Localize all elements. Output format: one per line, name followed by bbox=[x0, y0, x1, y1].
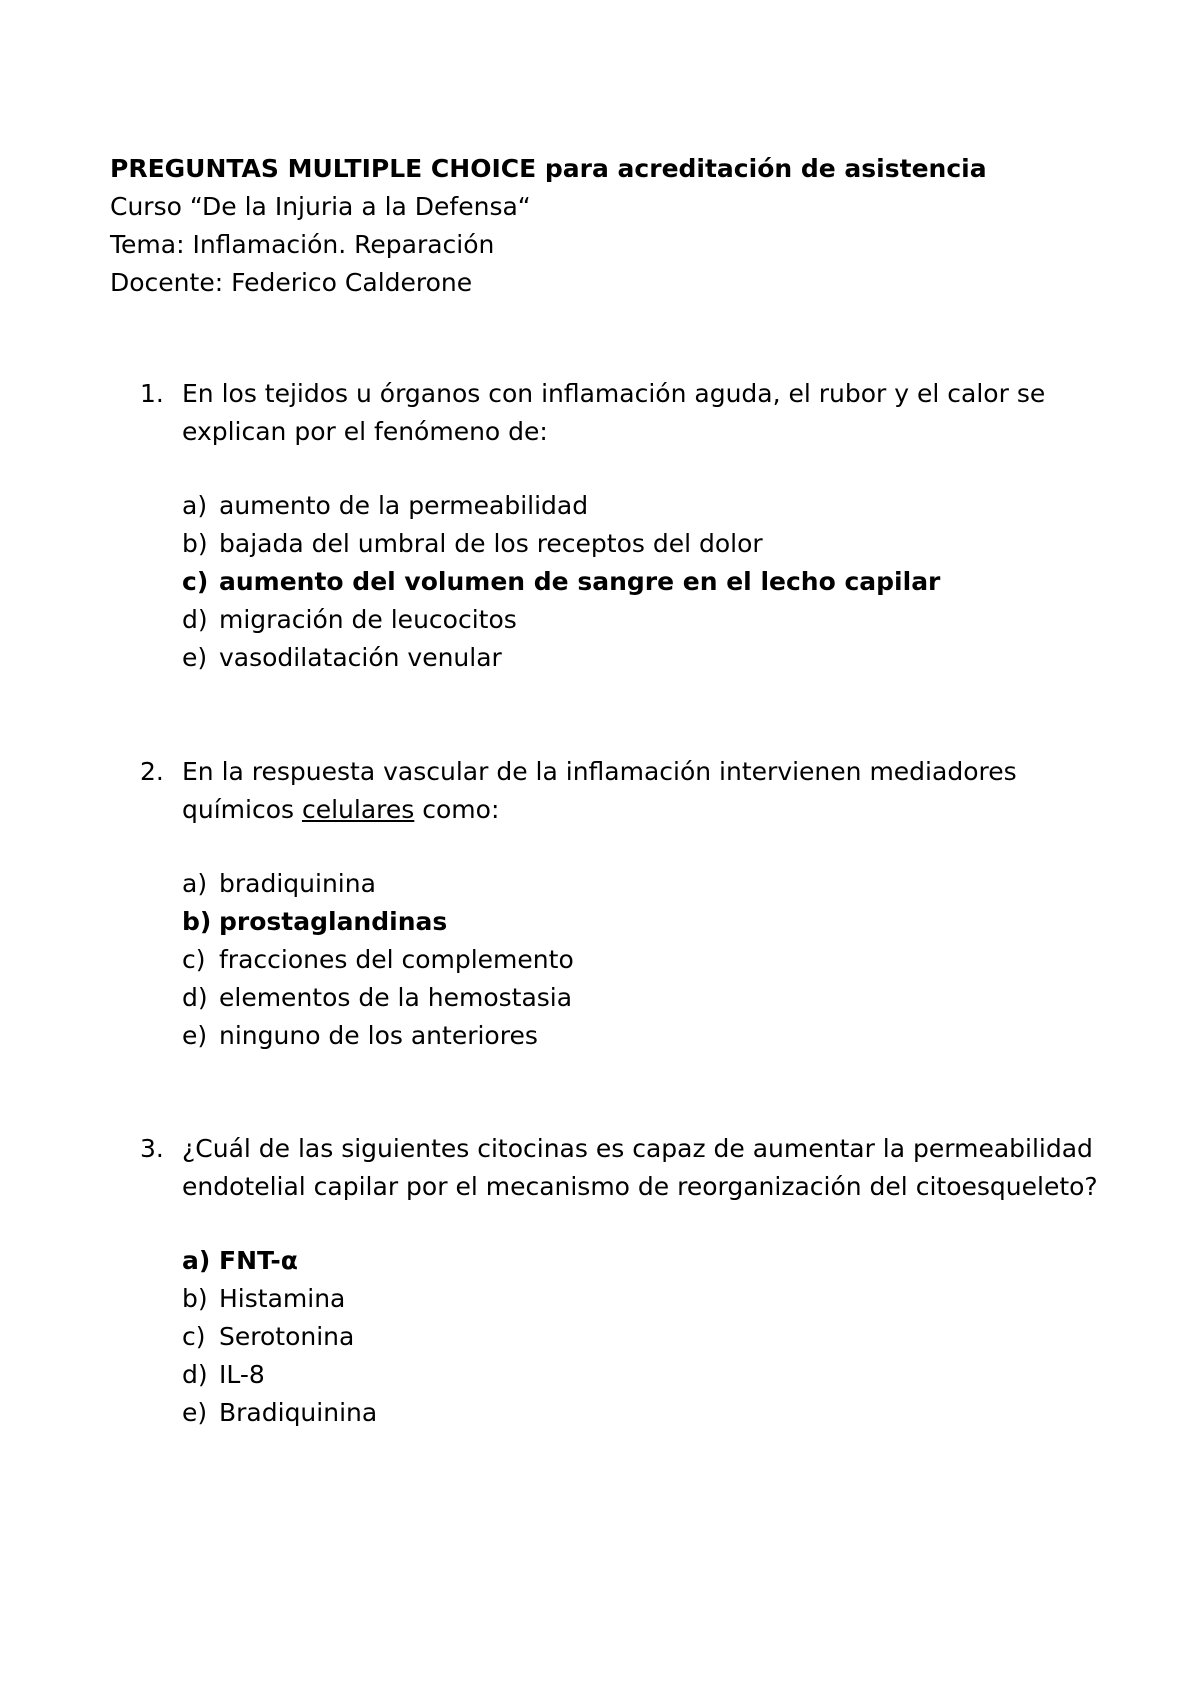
option-text: Histamina bbox=[219, 1284, 346, 1313]
option-letter: c) bbox=[182, 567, 209, 596]
option-letter: a) bbox=[182, 491, 208, 520]
option-text: fracciones del complemento bbox=[219, 945, 574, 974]
option-text: migración de leucocitos bbox=[219, 605, 517, 634]
option-d bbox=[182, 1356, 1100, 1394]
option-letter: c) bbox=[182, 1322, 206, 1351]
question-stem bbox=[140, 1130, 1100, 1206]
option-text: IL-8 bbox=[219, 1360, 265, 1389]
teacher-line: Docente: Federico Calderone bbox=[110, 268, 473, 297]
option-letter: c) bbox=[182, 945, 206, 974]
question-number: 3. bbox=[140, 1134, 164, 1163]
option-a bbox=[182, 487, 1100, 525]
document-title: PREGUNTAS MULTIPLE CHOICE para acreditación de asistencia bbox=[110, 154, 987, 183]
question-text-end: como: bbox=[414, 795, 500, 824]
option-letter: a) bbox=[182, 869, 208, 898]
options-list bbox=[140, 865, 1100, 1055]
question-stem bbox=[140, 753, 1100, 829]
question-text: En los tejidos u órganos con inflamación aguda, el rubor y el calor se explican por el fenómeno de: bbox=[182, 379, 1046, 446]
option-letter: b) bbox=[182, 529, 208, 558]
option-b bbox=[182, 525, 1100, 563]
option-e bbox=[182, 1394, 1100, 1432]
option-letter: b) bbox=[182, 907, 212, 936]
option-letter: d) bbox=[182, 1360, 208, 1389]
option-c bbox=[182, 941, 1100, 979]
option-e bbox=[182, 639, 1100, 677]
option-letter: e) bbox=[182, 643, 208, 672]
option-letter: d) bbox=[182, 605, 208, 634]
topic-line: Tema: Inflamación. Reparación bbox=[110, 230, 495, 259]
option-b-correct bbox=[182, 903, 1100, 941]
option-text: vasodilatación venular bbox=[219, 643, 502, 672]
option-letter: a) bbox=[182, 1246, 211, 1275]
document-header bbox=[110, 150, 1110, 302]
option-letter: e) bbox=[182, 1021, 208, 1050]
option-d bbox=[182, 979, 1100, 1017]
option-a bbox=[182, 865, 1100, 903]
options-list bbox=[140, 1242, 1100, 1432]
question-2 bbox=[140, 753, 1100, 1055]
option-letter: d) bbox=[182, 983, 208, 1012]
option-c-correct bbox=[182, 563, 1100, 601]
option-text: bajada del umbral de los receptos del dolor bbox=[219, 529, 763, 558]
option-letter: b) bbox=[182, 1284, 208, 1313]
underlined-word: celulares bbox=[301, 795, 415, 824]
question-1 bbox=[140, 375, 1100, 677]
question-text-start: En la respuesta vascular de la inflamación intervienen mediadores químicos bbox=[182, 757, 1017, 824]
option-b bbox=[182, 1280, 1100, 1318]
question-number: 1. bbox=[140, 379, 164, 408]
option-text: Bradiquinina bbox=[219, 1398, 378, 1427]
option-e bbox=[182, 1017, 1100, 1055]
question-stem bbox=[140, 375, 1100, 451]
question-3 bbox=[140, 1130, 1100, 1432]
option-text: elementos de la hemostasia bbox=[219, 983, 573, 1012]
course-line: Curso “De la Injuria a la Defensa“ bbox=[110, 192, 531, 221]
option-text: Serotonina bbox=[219, 1322, 355, 1351]
option-c bbox=[182, 1318, 1100, 1356]
option-a-correct bbox=[182, 1242, 1100, 1280]
option-text: prostaglandinas bbox=[219, 907, 448, 936]
options-list bbox=[140, 487, 1100, 677]
option-text: FNT-α bbox=[219, 1246, 298, 1275]
option-d bbox=[182, 601, 1100, 639]
option-text: aumento del volumen de sangre en el lecho capilar bbox=[219, 567, 941, 596]
question-text bbox=[182, 753, 1100, 829]
option-text: ninguno de los anteriores bbox=[219, 1021, 538, 1050]
option-letter: e) bbox=[182, 1398, 208, 1427]
option-text: bradiquinina bbox=[219, 869, 376, 898]
question-number: 2. bbox=[140, 757, 164, 786]
option-text: aumento de la permeabilidad bbox=[219, 491, 589, 520]
question-text: ¿Cuál de las siguientes citocinas es capaz de aumentar la permeabilidad endotelial capilar por el mecanismo de reorganización del citoesqueleto? bbox=[182, 1134, 1098, 1201]
